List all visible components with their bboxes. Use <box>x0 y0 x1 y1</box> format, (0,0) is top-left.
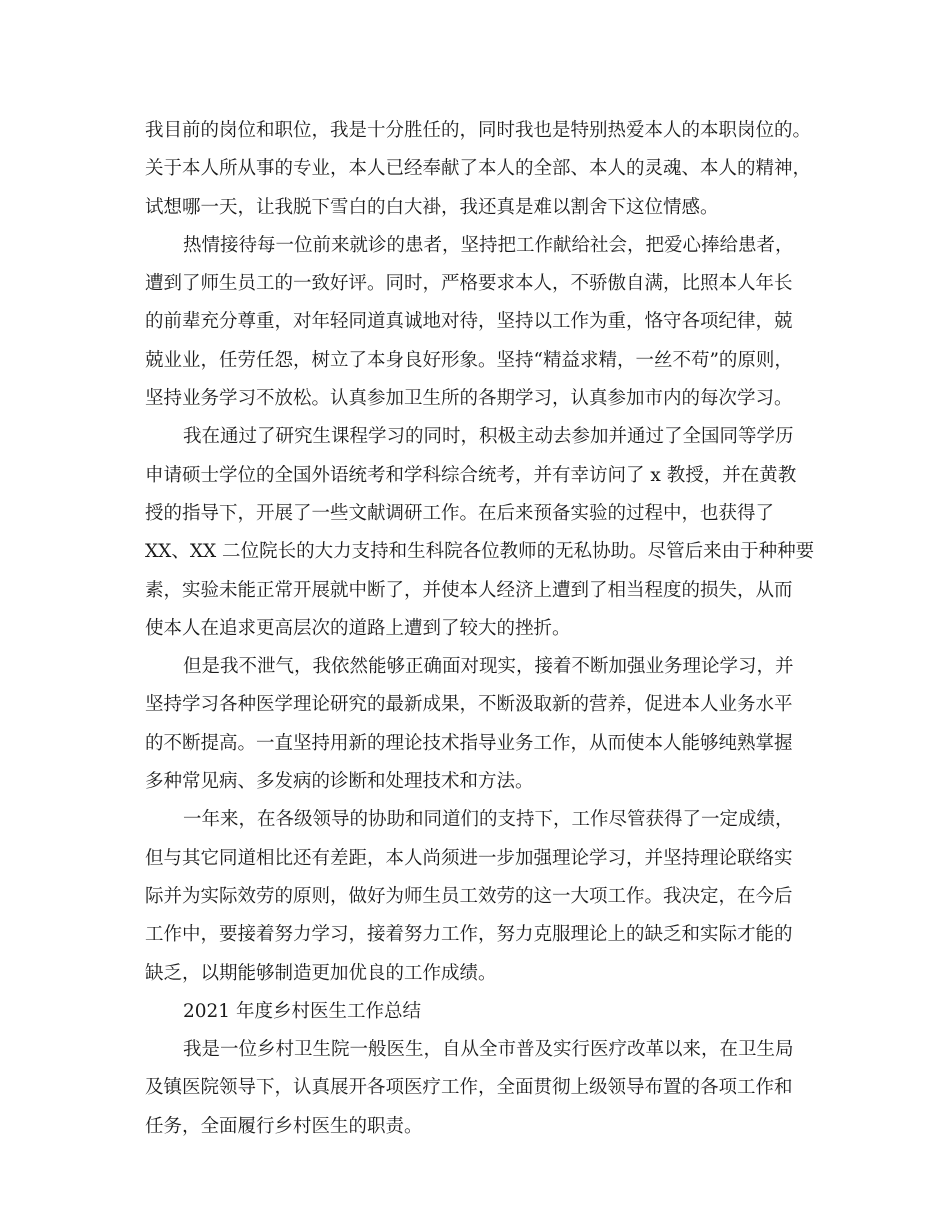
section-heading: 2021 年度乡村医生工作总结 <box>183 1000 421 1022</box>
text-line: 的前辈充分尊重，对年轻同道真诚地对待，坚持以工作为重，恪守各项纪律，兢 <box>145 311 793 333</box>
text-line: 试想哪一天，让我脱下雪白的白大褂，我还真是难以割舍下这位情感。 <box>145 196 719 218</box>
text-line: 缺乏，以期能够制造更加优良的工作成绩。 <box>145 962 497 984</box>
text-line: 遭到了师生员工的一致好评。同时，严格要求本人，不骄傲自满，比照本人年长 <box>145 273 793 295</box>
text-line: 关于本人所从事的专业，本人已经奉献了本人的全部、本人的灵魂、本人的精神， <box>145 158 812 180</box>
text-line: 坚持学习各种医学理论研究的最新成果，不断汲取新的营养，促进本人业务水平 <box>145 694 793 716</box>
paragraph-first-line: 我是一位乡村卫生院一般医生，自从全市普及实行医疗改革以来，在卫生局 <box>183 1039 794 1061</box>
text-line: 际并为实际效劳的原则，做好为师生员工效劳的这一大项工作。我决定，在今后 <box>145 885 793 907</box>
text-line: 任务，全面履行乡村医生的职责。 <box>145 1115 423 1137</box>
paragraph-first-line: 但是我不泄气，我依然能够正确面对现实，接着不断加强业务理论学习，并 <box>183 656 794 678</box>
text-line: 申请硕士学位的全国外语统考和学科综合统考，并有幸访问了 x 教授，并在黄教 <box>145 464 797 486</box>
text-line: 工作中，要接着努力学习，接着努力工作，努力克服理论上的缺乏和实际才能的 <box>145 924 793 946</box>
text-line: 使本人在追求更高层次的道路上遭到了较大的挫折。 <box>145 617 571 639</box>
paragraph-first-line: 我在通过了研究生课程学习的同时，积极主动去参加并通过了全国同等学历 <box>183 426 794 448</box>
text-line: 坚持业务学习不放松。认真参加卫生所的各期学习，认真参加市内的每次学习。 <box>145 388 793 410</box>
text-line: 兢业业，任劳任怨，树立了本身良好形象。坚持“精益求精，一丝不苟”的原则， <box>145 349 793 371</box>
text-line: 我目前的岗位和职位，我是十分胜任的，同时我也是特别热爱本人的本职岗位的。 <box>145 120 812 141</box>
text-line: 的不断提高。一直坚持用新的理论技术指导业务工作，从而使本人能够纯熟掌握 <box>145 732 793 754</box>
text-line: 及镇医院领导下，认真展开各项医疗工作，全面贯彻上级领导布置的各项工作和 <box>145 1077 793 1099</box>
paragraph-first-line: 热情接待每一位前来就诊的患者，坚持把工作献给社会，把爱心捧给患者， <box>183 234 794 256</box>
paragraph-first-line: 一年来，在各级领导的协助和同道们的支持下，工作尽管获得了一定成绩， <box>183 809 794 831</box>
text-line: XX、XX 二位院长的大力支持和生科院各位教师的无私协助。尽管后来由于种种要 <box>145 541 815 563</box>
document-body <box>145 112 815 1146</box>
text-line: 多种常见病、多发病的诊断和处理技术和方法。 <box>145 771 534 793</box>
text-line: 授的指导下，开展了一些文献调研工作。在后来预备实验的过程中，也获得了 <box>145 502 775 524</box>
text-line: 但与其它同道相比还有差距，本人尚须进一步加强理论学习，并坚持理论联络实 <box>145 847 793 869</box>
text-line: 素，实验未能正常开展就中断了，并使本人经济上遭到了相当程度的损失，从而 <box>145 579 793 601</box>
